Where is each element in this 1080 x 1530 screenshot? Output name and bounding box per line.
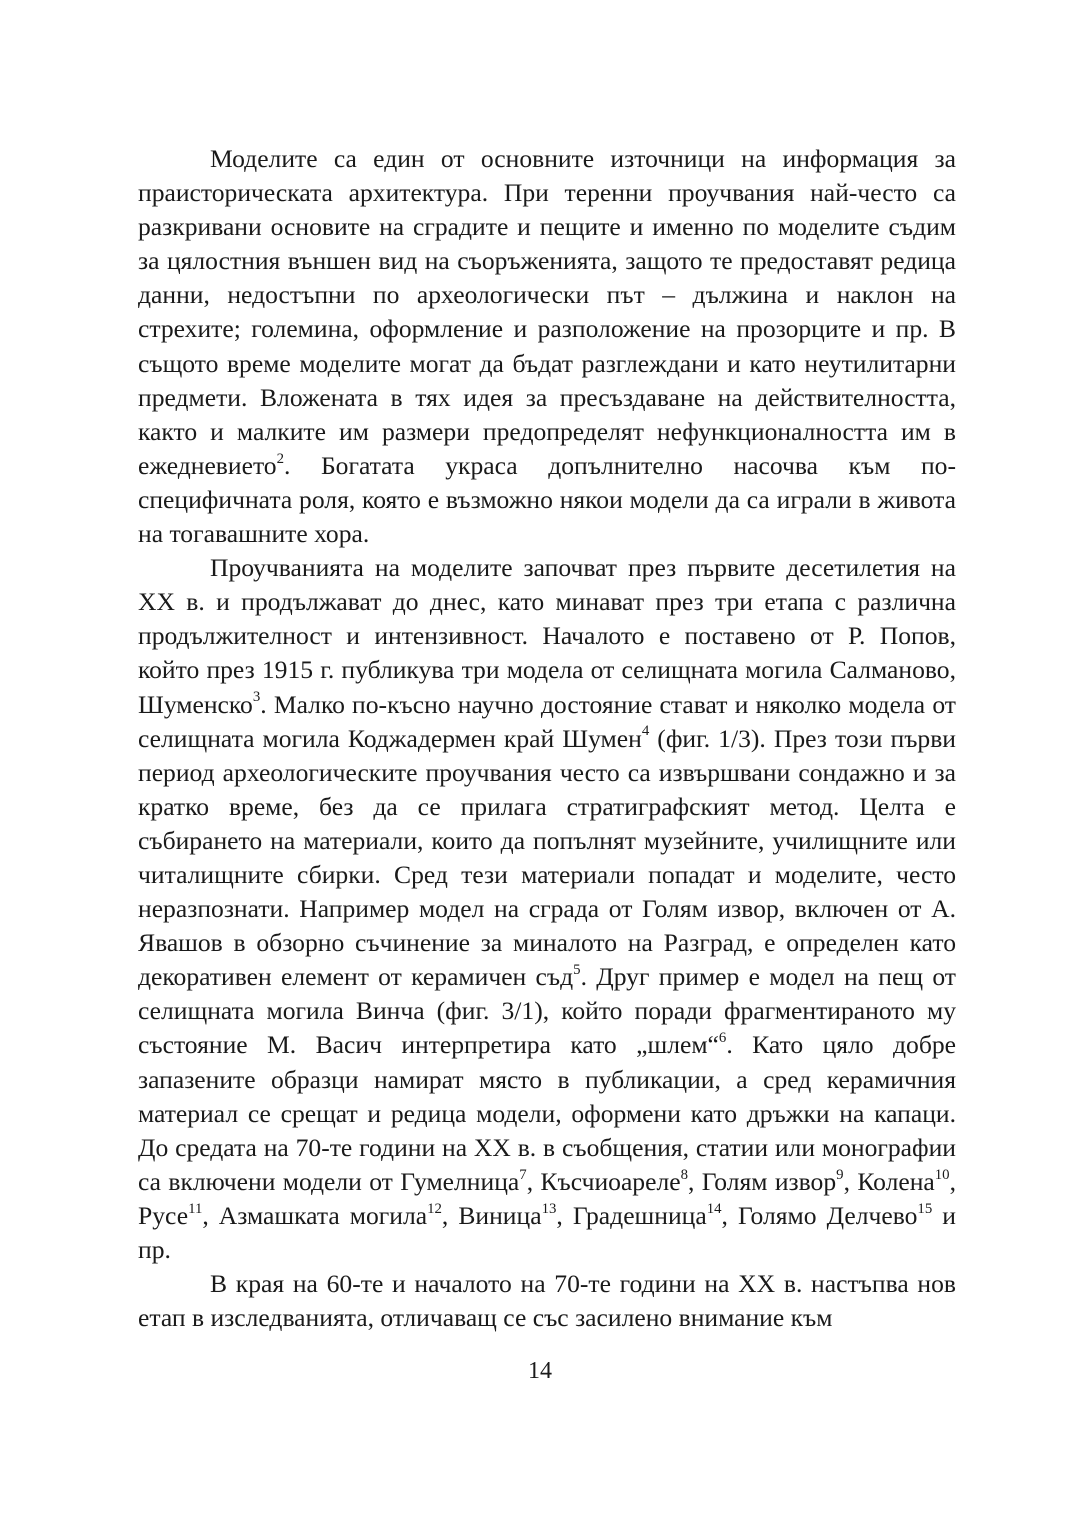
paragraph-text: , Азмашката могила	[202, 1200, 428, 1230]
paragraph-text: , Виница	[441, 1200, 542, 1230]
paragraph-3	[138, 1267, 956, 1335]
paragraph-text: (фиг. 1/3). През този първи период археологическите проучвания често са извършвани сондажно и за кратко време, без да се прилага стратиграфският метод. Целта е събирането на материали, които да попълнят музейните, училищните или читалищните сбирки. Сред тези материали попадат и моделите, често неразпознати. Например модел на сграда от Голям извор, включен от А. Явашов в обзорно съчинение за миналото на Разград, е определен като декоративен елемент от керамичен съд	[138, 723, 957, 992]
footnote-ref-12[interactable]: 12	[427, 1200, 442, 1217]
footnote-ref-2[interactable]: 2	[276, 450, 285, 467]
footnote-ref-5[interactable]: 5	[573, 962, 581, 979]
paragraph-text: , Късчиоареле	[526, 1166, 681, 1196]
page-number: 14	[528, 1358, 552, 1384]
footnote-ref-4[interactable]: 4	[641, 723, 650, 740]
paragraph-text: , Градешница	[556, 1200, 707, 1230]
paragraph-text: . Малко по-късно научно достояние стават и няколко модела от селищната могила Коджадермен край Шумен	[138, 689, 956, 753]
paragraph-text: Моделите са един от основните източници на информация за праисторическата архитектура. При теренни проучвания най-често са разкривани основите на сградите и пещите и именно по моделите съдим за цялостния външен вид на съоръженията, защото те предоставят редица данни, недостъпни по археологически път – дължина и наклон на стрехите; големина, оформление и разположение на прозорците и пр. В същото време моделите могат да бъдат разглеждани и като неутилитарни предмети. Вложената в тях идея за пресъздаване на действителността, както и малките им размери предопределят нефункционалността им в ежедневието	[138, 144, 956, 480]
paragraph-text: и пр.	[138, 1200, 956, 1264]
paragraph-text: . Богатата украса допълнително насочва към по-специфичната роля, която е възможно някои модели да са играли в живота на тогавашните хора.	[138, 450, 956, 549]
body-text	[138, 142, 956, 1335]
footnote-ref-14[interactable]: 14	[706, 1200, 722, 1217]
footnote-ref-7[interactable]: 7	[519, 1166, 527, 1183]
paragraph-text: , Голям извор	[688, 1166, 837, 1196]
paragraph-text: Проучванията на моделите започват през първите десетилетия на XX в. и продължават до днес, като минават през три етапа с различна продължителност и интензивност. Началото е поставено от Р. Попов, който през 1915 г. публикува три модела от селищната могила Салманово, Шуменско	[138, 553, 956, 719]
footnote-ref-6[interactable]: 6	[718, 1030, 727, 1047]
footnote-ref-8[interactable]: 8	[680, 1166, 689, 1183]
footnote-ref-9[interactable]: 9	[836, 1166, 844, 1183]
paragraph-2	[138, 551, 956, 1267]
paragraph-text: . Друг пример е модел на пещ от селищната могила Винча (фиг. 3/1), който поради фрагментираното му състояние М. Васич интерпретира като „шлем“	[138, 962, 956, 1060]
footnote-ref-3[interactable]: 3	[252, 689, 261, 706]
paragraph-text: , Русе	[138, 1166, 956, 1230]
paragraph-text: , Голямо Делчево	[721, 1200, 918, 1230]
paragraph-1	[138, 142, 956, 551]
paragraph-text: , Колена	[843, 1166, 935, 1196]
paragraph-text: В края на 60-те и началото на 70-те години на XX в. настъпва нов етап в изследванията, отличаващ се със засилено внимание към	[138, 1269, 956, 1333]
paragraph-text: . Като цяло добре запазените образци намират място в публикации, а сред керамичния материал се срещат и редица модели, оформени като дръжки на капаци. До средата на 70-те години на XX в. в съобщения, статии или монографии са включени модели от Гумелница	[138, 1030, 956, 1196]
footnote-ref-10[interactable]: 10	[934, 1166, 950, 1183]
footnote-ref-11[interactable]: 11	[188, 1200, 203, 1217]
footnote-ref-15[interactable]: 15	[917, 1200, 933, 1217]
footnote-ref-13[interactable]: 13	[541, 1200, 557, 1217]
